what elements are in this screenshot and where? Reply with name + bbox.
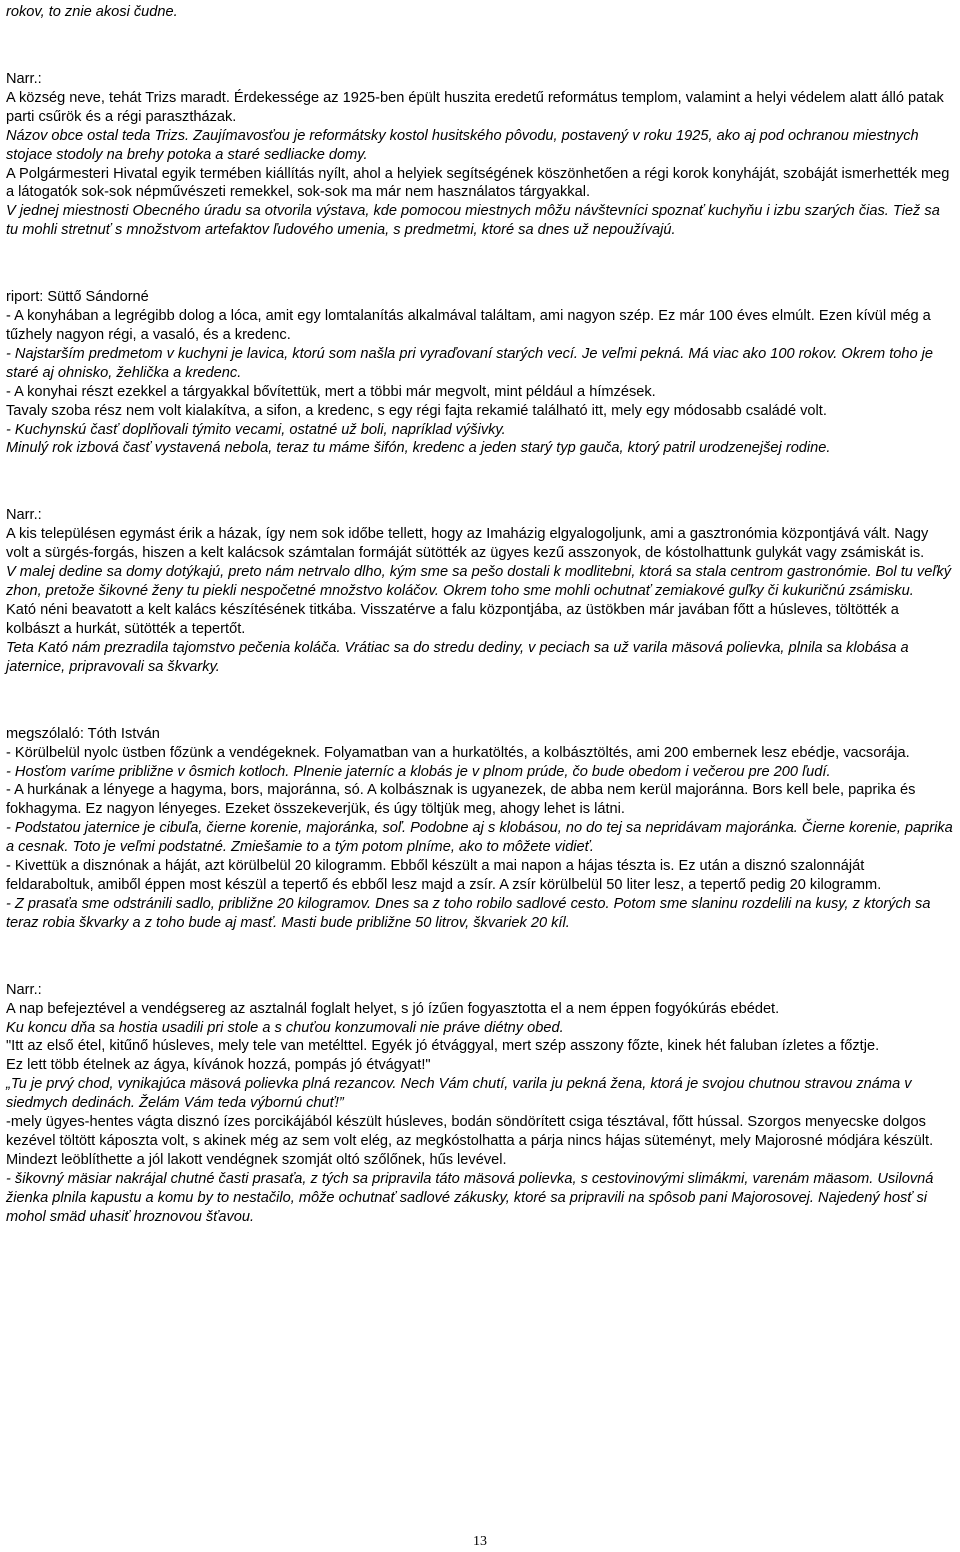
page-number: 13 — [473, 1534, 487, 1549]
paragraph-spacer — [6, 947, 954, 966]
paragraph-hungarian: - Kivettük a disznónak a háját, azt körülbelül 20 kilogramm. Ebből készült a mai napon a hájas tészta is. Ez után a disznó szalonnáját feldaraboltuk, amiből éppen most készül a tepertő és ebből lesz majd a zsír. A zsír körülbelül 50 liter lesz, a tepertő pedig 20 kilogramm. — [6, 858, 882, 893]
paragraph-hungarian: A község neve, tehát Trizs maradt. Érdekessége az 1925-ben épült huszita eredetű református templom, valamint a helyi védelem alatt álló patak parti csűrök és a régi parasztházak. — [6, 89, 944, 125]
paragraph-slovak: rokov, to znie akosi čudne. — [6, 4, 178, 20]
paragraph-hungarian: "Itt az első étel, kitűnő húsleves, mely tele van metélttel. Egyék jó étvággyal, mert szép asszony főzte, kinek hét faluban ízletes a főztje. — [6, 1038, 880, 1055]
paragraph-slovak: Teta Kató nám prezradila tajomstvo pečenia koláča. Vrátiac sa do stredu dediny, v peciach sa už varila mäsová polievka, plnila sa klobása a jaternice, pripravovali sa škvarky. — [6, 639, 909, 675]
paragraph-hungarian: - A konyhai részt ezekkel a tárgyakkal bővítettük, mert a többi már megvolt, mint például a hímzések. — [6, 383, 656, 400]
paragraph-slovak: - Najstarším predmetom v kuchyni je lavica, ktorú som našla pri vyraďovaní starých vecí. Je veľmi pekná. Má viac ako 100 rokov. Okrem toho je staré aj ohnisko, žehlička a kredenc. — [6, 345, 934, 381]
paragraph-slovak: Ku koncu dňa sa hostia usadili pri stole a s chuťou konzumovali nie práve diétny obed. — [6, 1019, 564, 1036]
paragraph-hungarian: - Körülbelül nyolc üstben főzünk a vendégeknek. Folyamatban van a hurkatöltés, a kolbásztöltés, ami 200 embernek lesz ebédje, vacsorája. — [6, 744, 910, 761]
paragraph-hungarian: Narr.: — [6, 70, 42, 87]
paragraph-slovak: - Podstatou jaternice je cibuľa, čierne korenie, majoránka, soľ. Podobne aj s klobásou, no do tej sa nepridávam majoránka. Čierne korenie, paprika a cesnak. Toto je veľmi podstatné. Zmiešamie to a tým potom plníme, ako to môžete vidieť. — [6, 820, 953, 856]
paragraph-hungarian: - A hurkának a lényege a hagyma, bors, majoránna, só. A kolbásznak is ugyanezek, de abba nem kerül majoránna. Bors kell bele, paprika és fokhagyma. Ez nagyon lényeges. Ezeket összekeverjük, és úgy töltjük meg, ahogy lehet is látni. — [6, 782, 916, 818]
paragraph-hungarian: riport: Süttő Sándorné — [6, 289, 149, 306]
paragraph-hungarian: Narr.: — [6, 981, 42, 998]
paragraph-hungarian: - A konyhában a legrégibb dolog a lóca, amit egy lomtalanítás alkalmával találtam, ami nagyon szép. Ez már 100 éves elmúlt. Ezen kívül még a tűzhely nagyon régi, a vasaló, és a kredenc. — [6, 308, 931, 344]
paragraph-slovak: - Z prasaťa sme odstránili sadlo, približne 20 kilogramov. Dnes sa z toho robilo sadlové cesto. Potom sme slaninu rozdelili na kusy, z ktorých sa teraz robia škvarky a z toho bude aj masť. Masti bude približne 50 litrov, škvariek 20 kíl. — [6, 895, 931, 931]
paragraph-slovak: - Hosťom varíme približne v ôsmich kotloch. Plnenie jaterníc a klobás je v plnom prúde, čo bude obedom i večerou pre 200 ľudí. — [6, 763, 831, 780]
paragraph-slovak: V malej dedine sa domy dotýkajú, preto nám netrvalo dlho, kým sme sa pešo dostali k modlitebni, ktorá sa stala centrom gastronómie. Bol tu veľký zhon, pretože šikovné ženy tu piekli nespočetné množstvo koláčov. Okrem toho sme mohli ochutnať zemiakové guľky či kukuričnú zsámisku. — [6, 564, 952, 600]
paragraph-slovak: V jednej miestnosti Obecného úradu sa otvorila výstava, kde pomocou miestnych môžu návštevníci spoznať kuchyňu i izbu szarých čias. Tiež sa tu mohli stretnuť s množstvom artefaktov ľudového umenia, s predmetmi, ktoré sa dnes už nepoužívajú. — [6, 203, 940, 239]
paragraph-spacer — [6, 691, 954, 710]
paragraph-hungarian: Tavaly szoba rész nem volt kialakítva, a sifon, a kredenc, s egy régi fajta rekamié található itt, mely egy módosabb családé volt. — [6, 402, 827, 419]
paragraph-hungarian: A kis településen egymást érik a házak, így nem sok időbe tellett, hogy az Imaházig elgyalogoljunk, ami a gasztronómia központjává vált. Nagy volt a sürgés-forgás, hiszen a kelt kalácsok számtalan formáját sütötték az ügyes kezű asszonyok, de kóstolhattunk gulykát vagy zsámiskát is. — [6, 526, 929, 562]
paragraph-hungarian: -mely ügyes-hentes vágta disznó ízes porcikájából készült húsleves, bodán söndörített csiga tésztával, főtt hússal. Szorgos menyecske dolgos kezével töltött káposzta volt, s akinek még az sem volt elég, az megkóstolhatta a párja nincs hájas süteményt, mely Majorosné módjára készült. Mindezt leöblíthette a jól lakott vendégnek szomját oltó szőlőnek, hűs levével. — [6, 1114, 934, 1168]
paragraph-hungarian: A nap befejeztével a vendégsereg az asztalnál foglalt helyet, s jó ízűen fogyasztotta el a nem éppen fogyókúrás ebédet. — [6, 1000, 780, 1017]
paragraph-hungarian: A Polgármesteri Hivatal egyik termében kiállítás nyílt, ahol a helyiek segítségének köszönhetően a régi korok konyháját, szobáját ismerhették meg a látogatók sok-sok népművészeti remekkel, sok-sok ma már nem használatos tárgyakkal. — [6, 165, 950, 201]
paragraph-spacer — [6, 255, 954, 274]
paragraph-slovak: Minulý rok izbová časť vystavená nebola, teraz tu máme šifón, kredenc a jeden starý typ gauča, ktorý patril urodzenejšej rodine. — [6, 440, 831, 457]
paragraph-spacer — [6, 473, 954, 492]
paragraph-hungarian: Kató néni beavatott a kelt kalács készítésének titkába. Visszatérve a falu központjába, az üstökben már javában főtt a húsleves, töltötték a kolbászt a hurkát, sütötték a tepertőt. — [6, 601, 899, 637]
paragraph-hungarian: Narr.: — [6, 507, 42, 524]
document-body — [6, 3, 954, 1227]
paragraph-slovak: - Kuchynskú časť doplňovali týmito vecami, ostatné už boli, napríklad výšivky. — [6, 421, 506, 438]
paragraph-hungarian: Ez lett több ételnek az ágya, kívánok hozzá, pompás jó étvágyat!" — [6, 1057, 431, 1074]
paragraph-slovak: „Tu je prvý chod, vynikajúca mäsová polievka plná rezancov. Nech Vám chutí, varila ju pekná žena, ktorá je svojou chutnou stravou známa v siedmych dedinách. Želám Vám teda výbornú chuť!” — [6, 1076, 912, 1112]
paragraph-slovak: - šikovný mäsiar nakrájal chutné časti prasaťa, z tých sa pripravila táto mäsová polievka, s cestovinovými slimákmi, varenám mäasom. Usilovná žienka plnila kapustu a komu by to nestačilo, môže ochutnať sadlové zákusky, ktoré sa pripravili na spôsob pani Majorosovej. Najedený hosť si mohol smäd uhasiť hroznovou šťavou. — [6, 1170, 934, 1225]
paragraph-spacer — [6, 37, 954, 56]
paragraph-hungarian: megszólaló: Tóth István — [6, 725, 160, 742]
paragraph-slovak: Názov obce ostal teda Trizs. Zaujímavosťou je reformátsky kostol husitského pôvodu, postavený v roku 1925, ako aj pod ochranou miestnych stojace stodoly na brehy potoka a staré sedliacke domy. — [6, 127, 919, 163]
